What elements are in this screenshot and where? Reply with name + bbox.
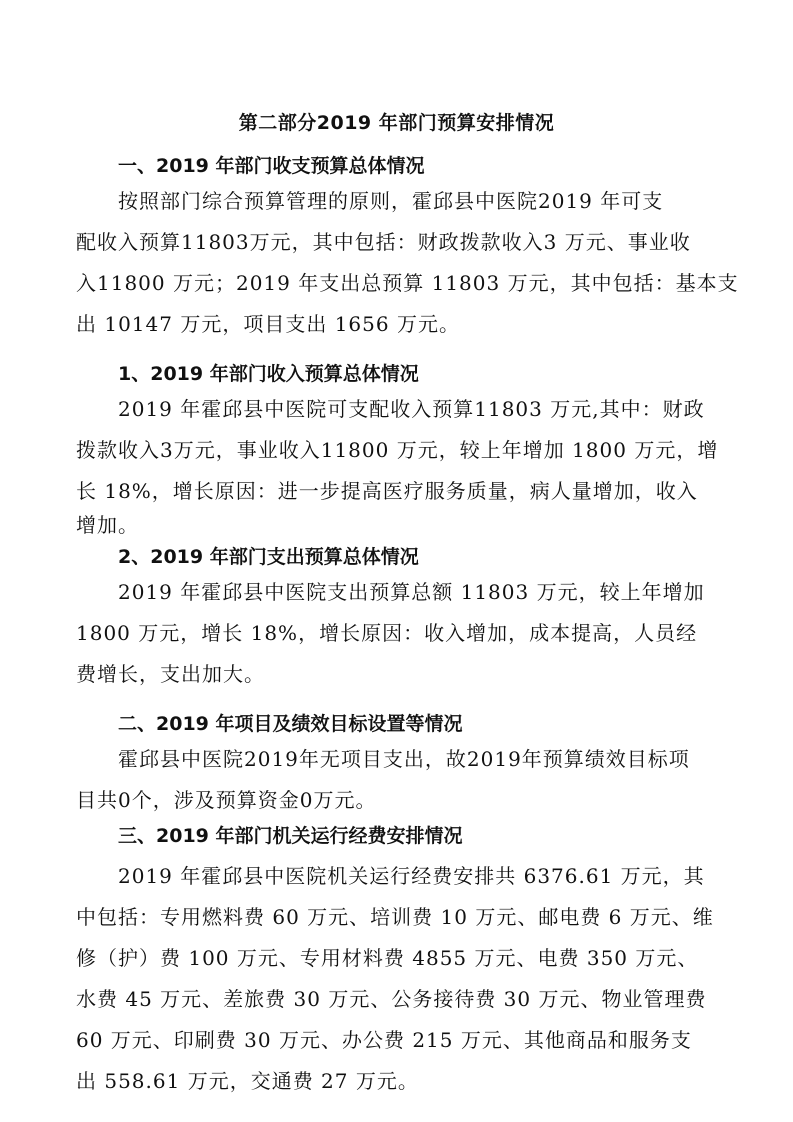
paragraph-line: 按照部门综合预算管理的原则，霍邱县中医院2019 年可支 [118,189,664,213]
paragraph-line: 霍邱县中医院2019年无项目支出，故2019年预算绩效目标项 [118,747,690,771]
section-heading-2: 1、2019 年部门收入预算总体情况 [118,363,419,385]
section-heading-3: 2、2019 年部门支出预算总体情况 [118,546,419,568]
paragraph-line: 拨款收入3万元，事业收入11800 万元，较上年增加 1800 万元，增 [76,438,719,462]
paragraph-line: 增加。 [76,513,139,537]
paragraph-line: 费增长，支出加大。 [76,662,265,686]
paragraph-line: 水费 45 万元、差旅费 30 万元、公务接待费 30 万元、物业管理费 [76,987,707,1011]
paragraph-line: 60 万元、印刷费 30 万元、办公费 215 万元、其他商品和服务支 [76,1028,692,1052]
paragraph-line: 配收入预算11803万元，其中包括：财政拨款收入3 万元、事业收 [76,230,691,254]
paragraph-line: 1800 万元，增长 18%，增长原因：收入增加，成本提高，人员经 [76,621,698,645]
paragraph-line: 出 10147 万元，项目支出 1656 万元。 [76,312,460,336]
paragraph-line: 中包括：专用燃料费 60 万元、培训费 10 万元、邮电费 6 万元、维 [76,905,714,929]
section-heading-5: 三、2019 年部门机关运行经费安排情况 [118,825,463,847]
paragraph-line: 目共0个，涉及预算资金0万元。 [76,788,377,812]
paragraph-line: 2019 年霍邱县中医院可支配收入预算11803 万元,其中：财政 [118,397,705,421]
section-heading-1: 一、2019 年部门收支预算总体情况 [118,155,425,177]
paragraph-line: 入11800 万元；2019 年支出总预算 11803 万元，其中包括：基本支 [76,271,739,295]
page-title: 第二部分2019 年部门预算安排情况 [238,112,555,134]
section-heading-4: 二、2019 年项目及绩效目标设置等情况 [118,713,463,735]
paragraph-line: 出 558.61 万元，交通费 27 万元。 [76,1069,419,1093]
paragraph-line: 2019 年霍邱县中医院机关运行经费安排共 6376.61 万元，其 [118,864,705,888]
paragraph-line: 修（护）费 100 万元、专用材料费 4855 万元、电费 350 万元、 [76,946,699,970]
paragraph-line: 长 18%，增长原因：进一步提高医疗服务质量，病人量增加，收入 [76,479,698,503]
paragraph-line: 2019 年霍邱县中医院支出预算总额 11803 万元，较上年增加 [118,580,705,604]
